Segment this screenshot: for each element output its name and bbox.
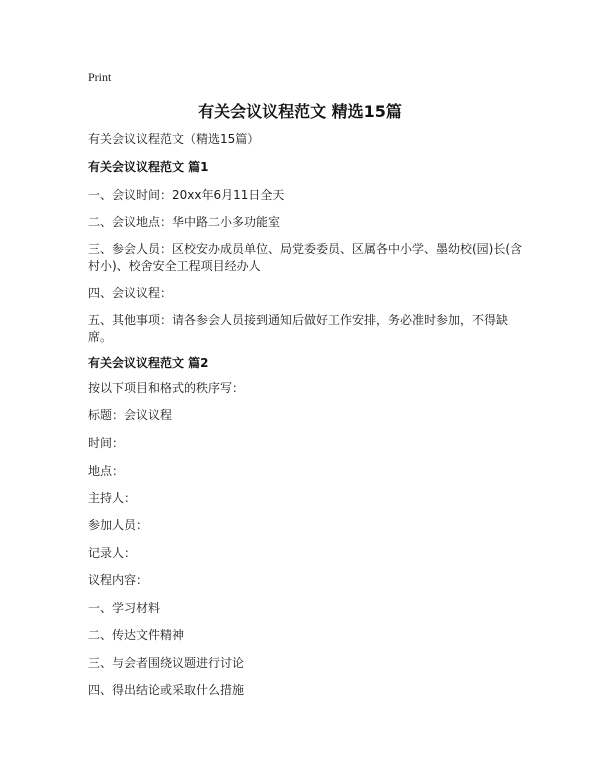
section1-item: 二、会议地点：华中路二小多功能室 (88, 215, 281, 229)
section2-item: 参加人员： (88, 518, 149, 532)
document-title: 有关会议议程范文 精选15篇 (198, 102, 402, 121)
section2-item: 一、学习材料 (88, 601, 161, 615)
section2-item: 三、与会者围绕议题进行讨论 (88, 656, 245, 670)
section2-heading: 有关会议议程范文 篇2 (88, 356, 209, 370)
section1-item: 一、会议时间：20xx年6月11日全天 (88, 188, 285, 202)
section2-item: 时间： (88, 436, 125, 450)
section2-item: 地点： (88, 464, 125, 478)
section1-item: 三、参会人员：区校安办成员单位、局党委委员、区属各中小学、墨幼校(园)长(含村小)、校舍安全工程项目经办人 (88, 242, 523, 273)
section2-item: 议程内容： (88, 573, 149, 587)
section2-item: 二、传达文件精神 (88, 628, 185, 642)
section2-item: 四、得出结论或采取什么措施 (88, 683, 245, 697)
section2-item: 按以下项目和格式的秩序写： (88, 381, 245, 395)
section1-item: 四、会议议程： (88, 286, 173, 300)
section1-item: 五、其他事项：请各参会人员接到通知后做好工作安排，务必准时参加，不得缺席。 (88, 313, 509, 344)
section1-heading: 有关会议议程范文 篇1 (88, 160, 209, 174)
print-label: Print (88, 70, 112, 84)
section2-item: 标题：会议议程 (88, 408, 173, 422)
section2-item: 记录人： (88, 546, 137, 560)
section2-item: 主持人： (88, 491, 137, 505)
document-subtitle: 有关会议议程范文（精选15篇） (88, 132, 260, 146)
